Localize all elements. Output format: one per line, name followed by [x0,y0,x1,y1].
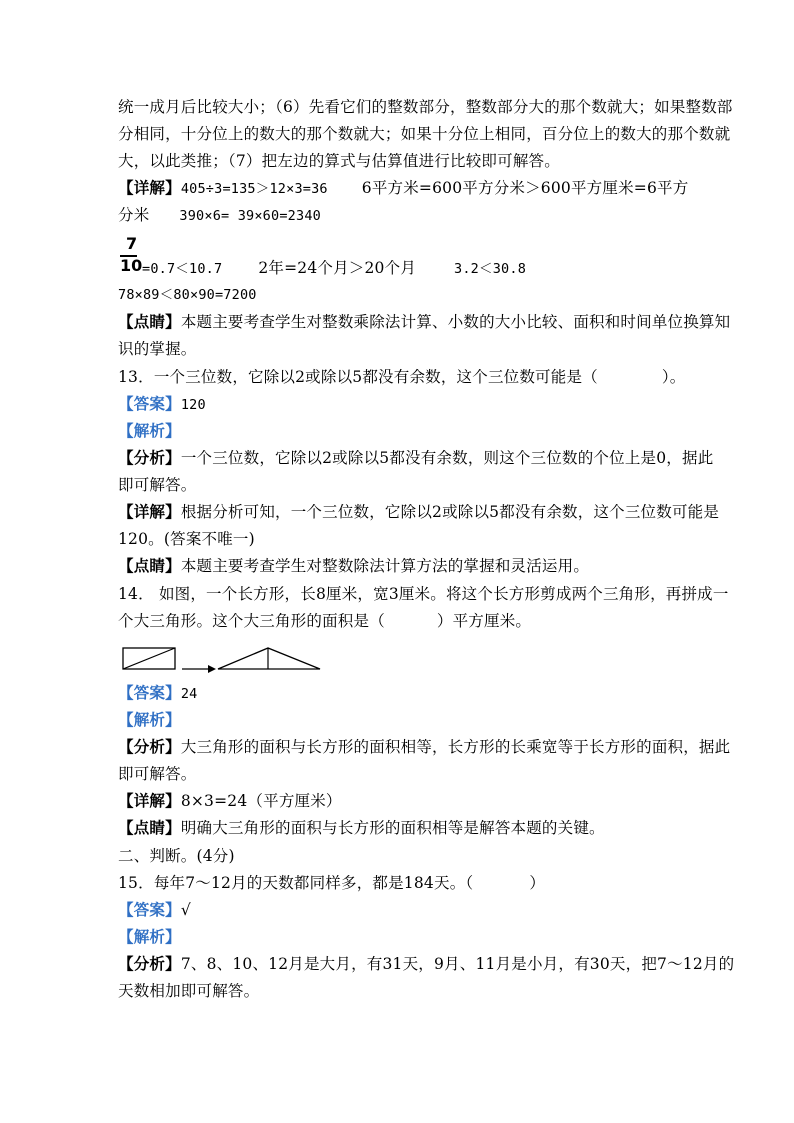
text-line: 即可解答。 [118,765,197,783]
text-line [142,258,702,279]
arrow-head-icon [208,665,216,673]
rectangle-to-triangle-figure [122,645,322,673]
question-text: 个大三角形。这个大三角形的面积是（ [118,612,385,630]
triangle-shape [218,648,320,669]
equation: 2年=24个月＞20个月 [258,259,417,277]
fenxi-text: 7、8、10、12月是大月，有31天，9月、11月是小月，有30天，把7～12月的 [180,955,735,973]
question-13 [118,367,686,387]
dianjing-text: 本题主要考查学生对整数除法计算方法的掌握和灵活运用。 [180,557,590,575]
fenxi-tag: 【分析】 [118,448,181,467]
detail-tag: 【详解】 [118,178,181,197]
xiangjie-line [118,502,720,522]
detail-line [118,178,689,199]
equation: 390×6= 39×60=2340 [179,208,321,224]
dianjing-tag: 【点睛】 [118,818,181,837]
answer-value: 24 [180,686,198,702]
xiangjie-text: 8×3=24（平方厘米） [180,792,342,810]
section-heading: 二、判断。(4分) [118,847,235,865]
analysis-tag: 【解析】 [118,710,181,729]
analysis-line [118,710,678,730]
question-text: 13．一个三位数，它除以2或除以5都没有余数，这个三位数可能是（ [118,368,598,386]
fraction [118,234,143,276]
text-line: 120。(答案不唯一) [118,530,255,548]
text-line: 统一成月后比较大小；（6）先看它们的整数部分，整数部分大的那个数就大；如果整数部 [118,98,733,116]
equation: 78×89＜80×90=7200 [118,287,257,303]
dianjing-line [118,556,678,576]
equation: 3.2＜30.8 [454,261,527,277]
answer-tag: 【答案】 [118,394,181,413]
equation: 405÷3=135＞12×3=36 [180,181,328,197]
analysis-tag: 【解析】 [118,421,181,440]
unit-text: 分米 [118,206,150,224]
fenxi-tag: 【分析】 [118,954,181,973]
equation: =0.7＜10.7 [142,261,223,277]
fraction-denominator: 10 [120,256,143,275]
question-14: 14． 如图，一个长方形，长8厘米，宽3厘米。将这个长方形剪成两个三角形，再拼成一 [118,585,729,603]
answer-tag: 【答案】 [118,900,181,919]
analysis-line [118,927,678,947]
analysis-line [118,421,678,441]
dianjing-text: 本题主要考查学生对整数乘除法计算、小数的大小比较、面积和时间单位换算知 [180,313,731,331]
xiangjie-tag: 【详解】 [118,791,181,810]
xiangjie-line [118,791,678,811]
equation: 6平方米=600平方分米＞600平方厘米=6平方 [361,179,689,197]
fenxi-line [118,737,731,757]
text-line: 大，以此类推；（7）把左边的算式与估算值进行比较即可解答。 [118,152,560,170]
answer-tag: 【答案】 [118,683,181,702]
dianjing-tag: 【点睛】 [118,556,181,575]
xiangjie-tag: 【详解】 [118,502,181,521]
text-line [118,312,731,332]
answer-line [118,683,678,704]
xiangjie-text: 根据分析可知，一个三位数，它除以2或除以5都没有余数，这个三位数可能是 [180,503,720,521]
analysis-tag: 【解析】 [118,927,181,946]
question-14-cont [118,611,678,631]
text-line: 分相同，十分位上的数大的那个数就大；如果十分位上相同，百分位上的数大的那个数就 [118,125,731,143]
rectangle-diagonal [123,648,175,669]
text-line [118,205,678,226]
text-line: 即可解答。 [118,476,197,494]
fraction-numerator: 7 [126,234,138,253]
text-line: 天数相加即可解答。 [118,982,260,1000]
answer-value: √ [180,901,191,919]
answer-value: 120 [180,397,206,413]
question-text: ） [529,874,546,892]
dianjing-text: 明确大三角形的面积与长方形的面积相等是解答本题的关键。 [180,819,605,837]
fenxi-text: 大三角形的面积与长方形的面积相等，长方形的长乘宽等于长方形的面积，据此 [180,738,731,756]
text-line: 识的掌握。 [118,340,197,358]
question-15 [118,873,678,893]
fenxi-line [118,448,714,468]
question-text: ）平方厘米。 [436,612,532,630]
question-text: 15．每年7～12月的天数都同样多，都是184天。（ [118,874,474,892]
dianjing-tag: 【点睛】 [118,312,181,331]
question-text: ）。 [661,368,686,386]
dianjing-line [118,818,678,838]
answer-line [118,394,678,415]
answer-line [118,900,678,920]
fenxi-tag: 【分析】 [118,737,181,756]
fenxi-text: 一个三位数，它除以2或除以5都没有余数，则这个三位数的个位上是0，据此 [180,449,714,467]
fenxi-line [118,954,735,974]
